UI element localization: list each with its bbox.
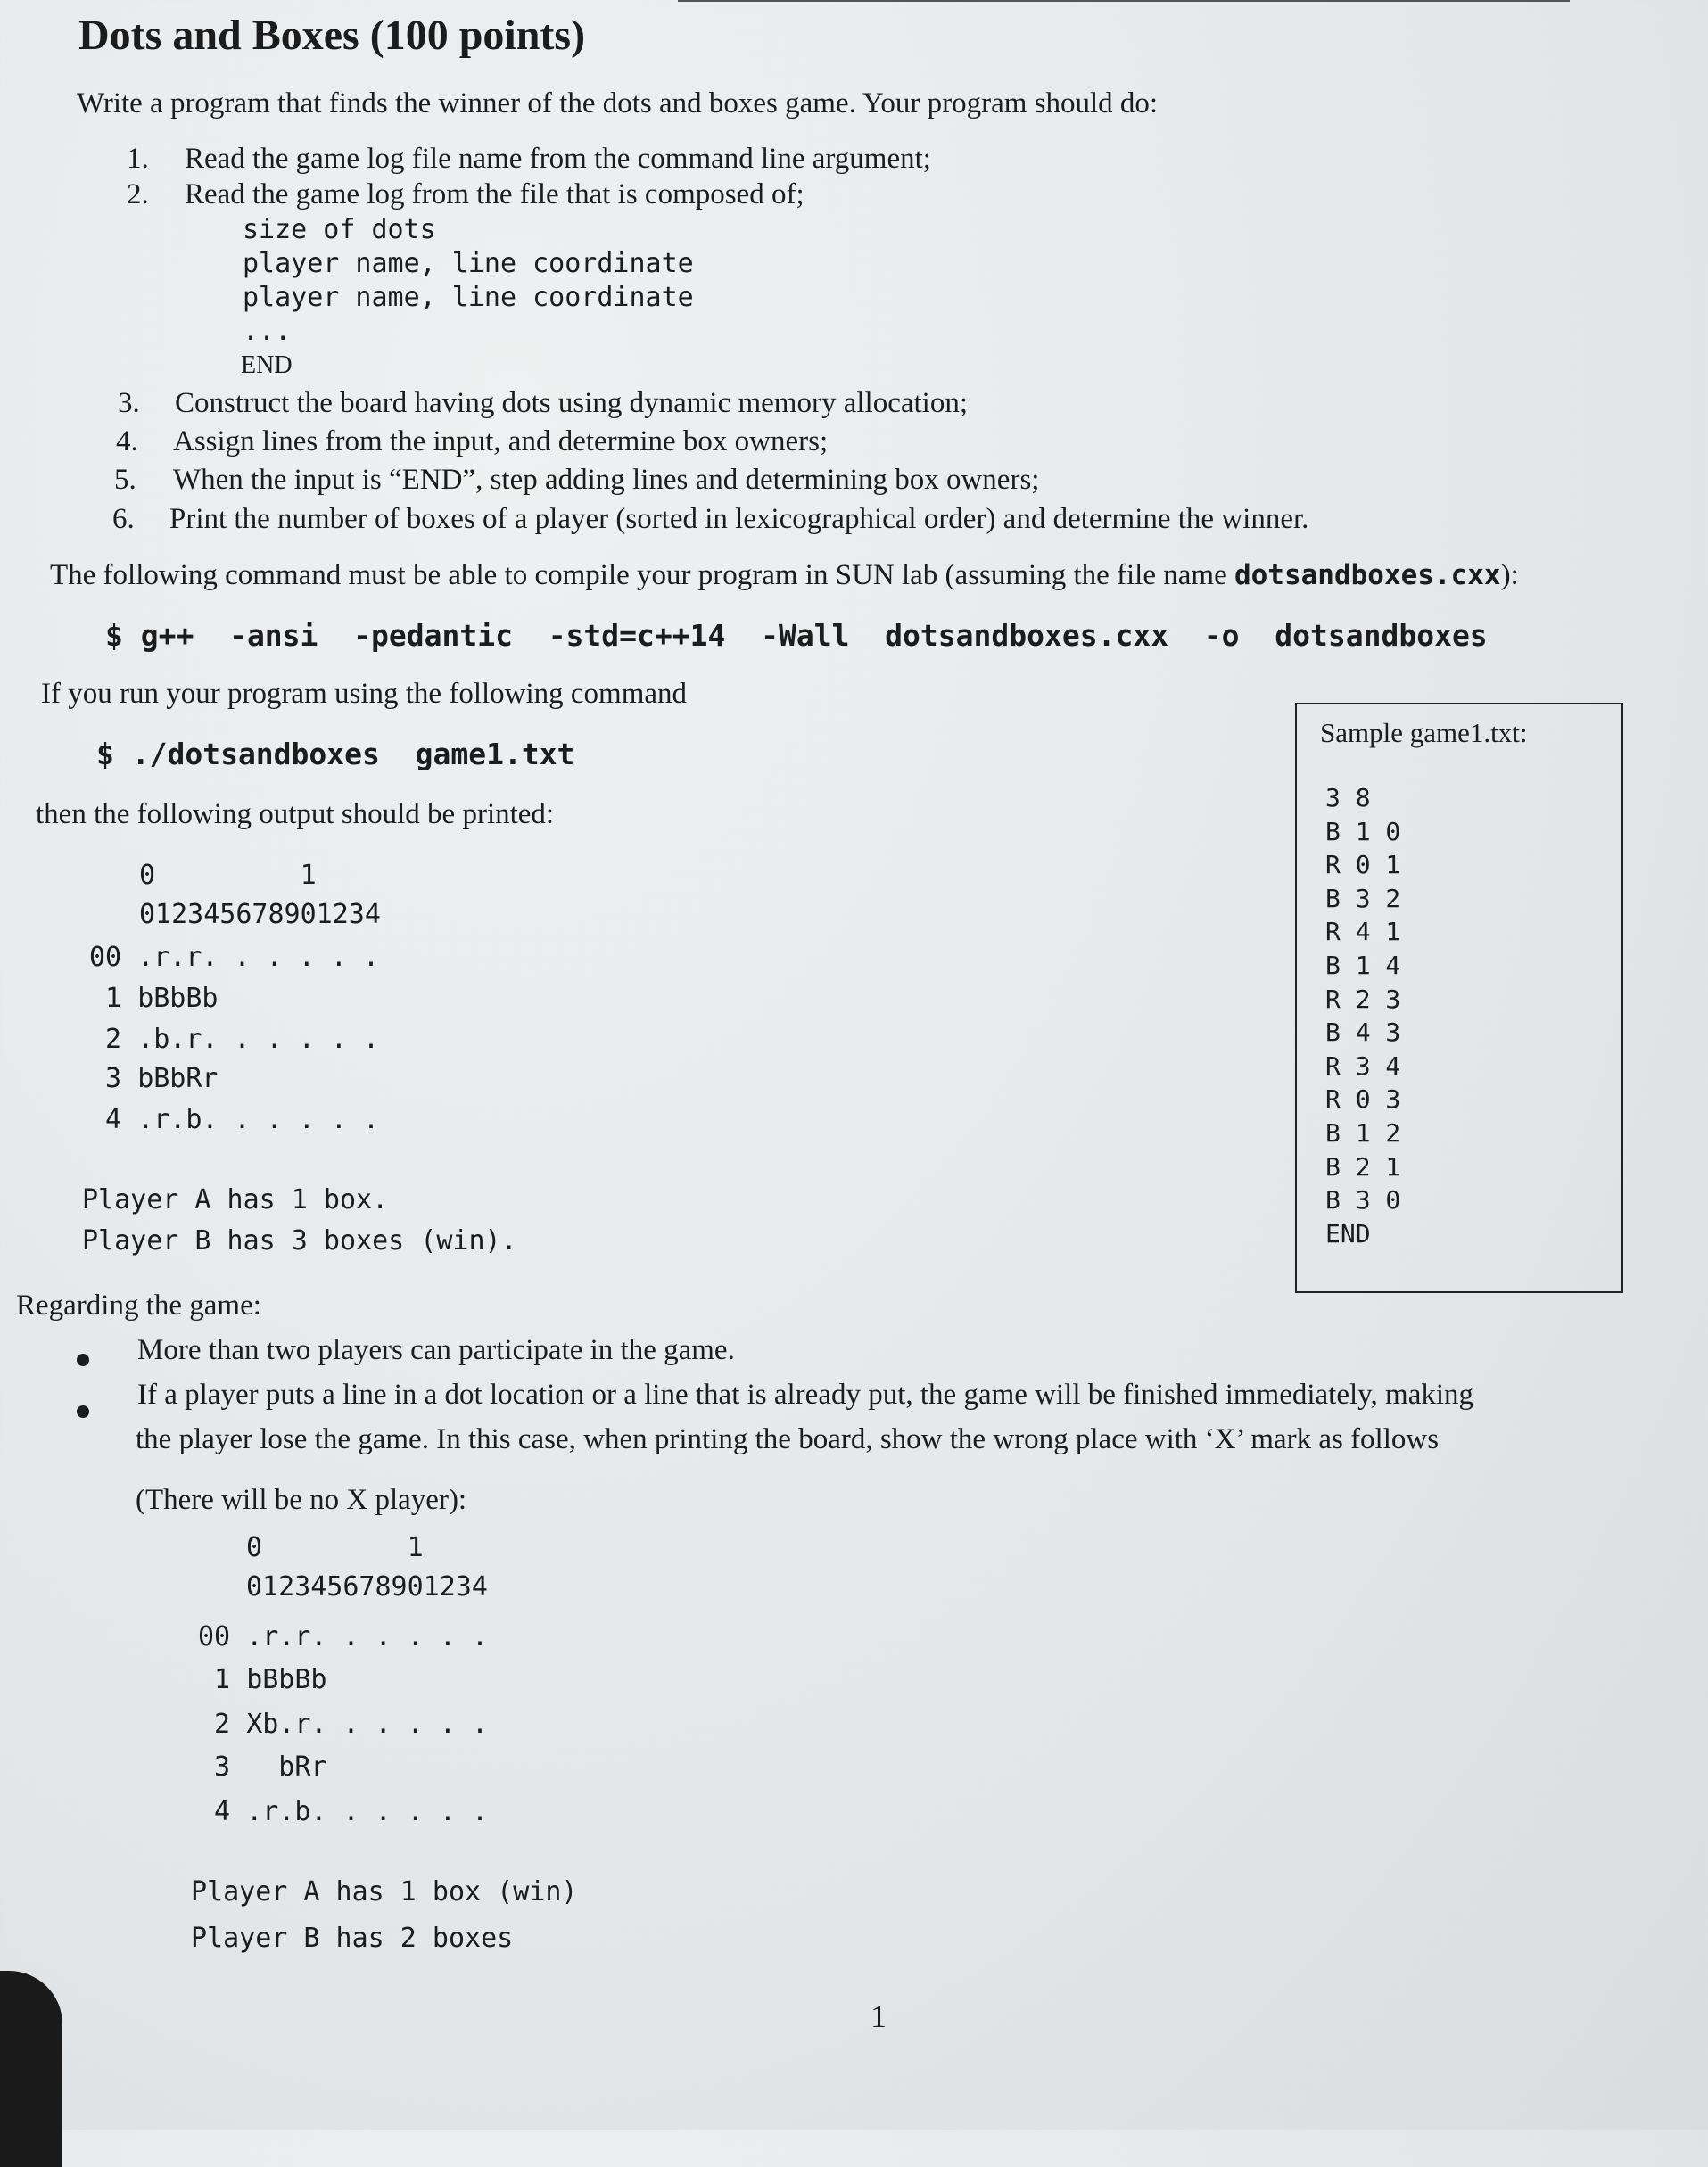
page-number: 1	[871, 1998, 887, 2034]
bullet-dot	[77, 1354, 89, 1366]
bullet-text: the player lose the game. In this case, when printing the board, show the wrong place with ‘X’ mark as follows	[136, 1423, 1440, 1455]
regarding-heading: Regarding the game:	[16, 1289, 261, 1322]
compile-instruction: The following command must be able to compile your program in SUN lab (assuming the file name dotsandboxes.cxx):	[50, 559, 1519, 591]
sample-title: Sample game1.txt:	[1320, 717, 1528, 748]
format-line: ...	[243, 316, 292, 347]
bullet-text: If a player puts a line in a dot location or a line that is already put, the game will be finished immediately, making	[137, 1379, 1474, 1411]
step-text: Assign lines from the input, and determine box owners;	[173, 425, 829, 457]
top-rule	[678, 0, 1570, 2]
format-line: END	[241, 351, 293, 379]
board-row: 4 .r.b. . . . . .	[198, 1796, 489, 1827]
board-row: 3 bRr	[198, 1751, 327, 1783]
run-command: $ ./dotsandboxes game1.txt	[96, 737, 575, 771]
step-number: 4.	[116, 425, 138, 457]
format-line: player name, line coordinate	[243, 282, 694, 313]
board-row: 00 .r.r. . . . . .	[89, 942, 380, 973]
step-number: 2.	[127, 178, 149, 210]
format-line: player name, line coordinate	[243, 248, 694, 279]
board-row: 2 Xb.r. . . . . .	[198, 1709, 489, 1740]
result-line: Player B has 3 boxes (win).	[82, 1225, 517, 1257]
step-text: Read the game log from the file that is composed of;	[185, 178, 804, 210]
step-text: When the input is “END”, step adding lines and determining box owners;	[173, 464, 1040, 496]
result-line: Player A has 1 box (win)	[191, 1876, 578, 1907]
compile-command: $ g++ -ansi -pedantic -std=c++14 -Wall dotsandboxes.cxx -o dotsandboxes	[105, 618, 1488, 653]
sample-file-box	[1295, 703, 1623, 1293]
ruler-ones: 012345678901234	[139, 899, 381, 930]
step-number: 1.	[127, 143, 149, 175]
step-text: Read the game log file name from the command line argument;	[185, 143, 931, 175]
step-text: Construct the board having dots using dynamic memory allocation;	[175, 387, 969, 419]
board-row: 1 bBbBb	[198, 1664, 327, 1695]
photo-shadow	[0, 1971, 62, 2167]
run-intro: If you run your program using the following command	[41, 678, 688, 710]
bullet-text: More than two players can participate in the game.	[137, 1334, 735, 1366]
ruler-ones: 012345678901234	[246, 1571, 488, 1603]
board-row: 4 .r.b. . . . . .	[89, 1104, 380, 1135]
step-number: 5.	[114, 464, 136, 496]
board-row: 3 bBbRr	[89, 1063, 219, 1094]
step-number: 3.	[118, 387, 140, 419]
step-text: Print the number of boxes of a player (sorted in lexicographical order) and determine the winner.	[169, 503, 1309, 535]
step-number: 6.	[112, 503, 135, 535]
ruler-tens: 0 1	[139, 860, 317, 891]
ruler-tens: 0 1	[246, 1532, 424, 1563]
bullet-dot	[77, 1405, 89, 1418]
board-row: 2 .b.r. . . . . .	[89, 1024, 380, 1055]
output-intro: then the following output should be printed:	[36, 798, 555, 830]
board-row: 00 .r.r. . . . . .	[198, 1621, 489, 1652]
intro-text: Write a program that finds the winner of the dots and boxes game. Your program should do:	[77, 87, 1159, 119]
result-line: Player A has 1 box.	[82, 1184, 389, 1215]
page-title: Dots and Boxes (100 points)	[78, 12, 586, 59]
sample-lines: 3 8 B 1 0 R 0 1 B 3 2 R 4 1 B 1 4 R 2 3 B 4 3 R 3 4 R 0 3 B 1 2 B 2 1 B 3 0 END	[1325, 783, 1401, 1248]
board-row: 1 bBbBb	[89, 983, 219, 1014]
bullet-text: (There will be no X player):	[136, 1484, 467, 1516]
format-line: size of dots	[243, 214, 436, 245]
result-line: Player B has 2 boxes	[191, 1923, 514, 1954]
